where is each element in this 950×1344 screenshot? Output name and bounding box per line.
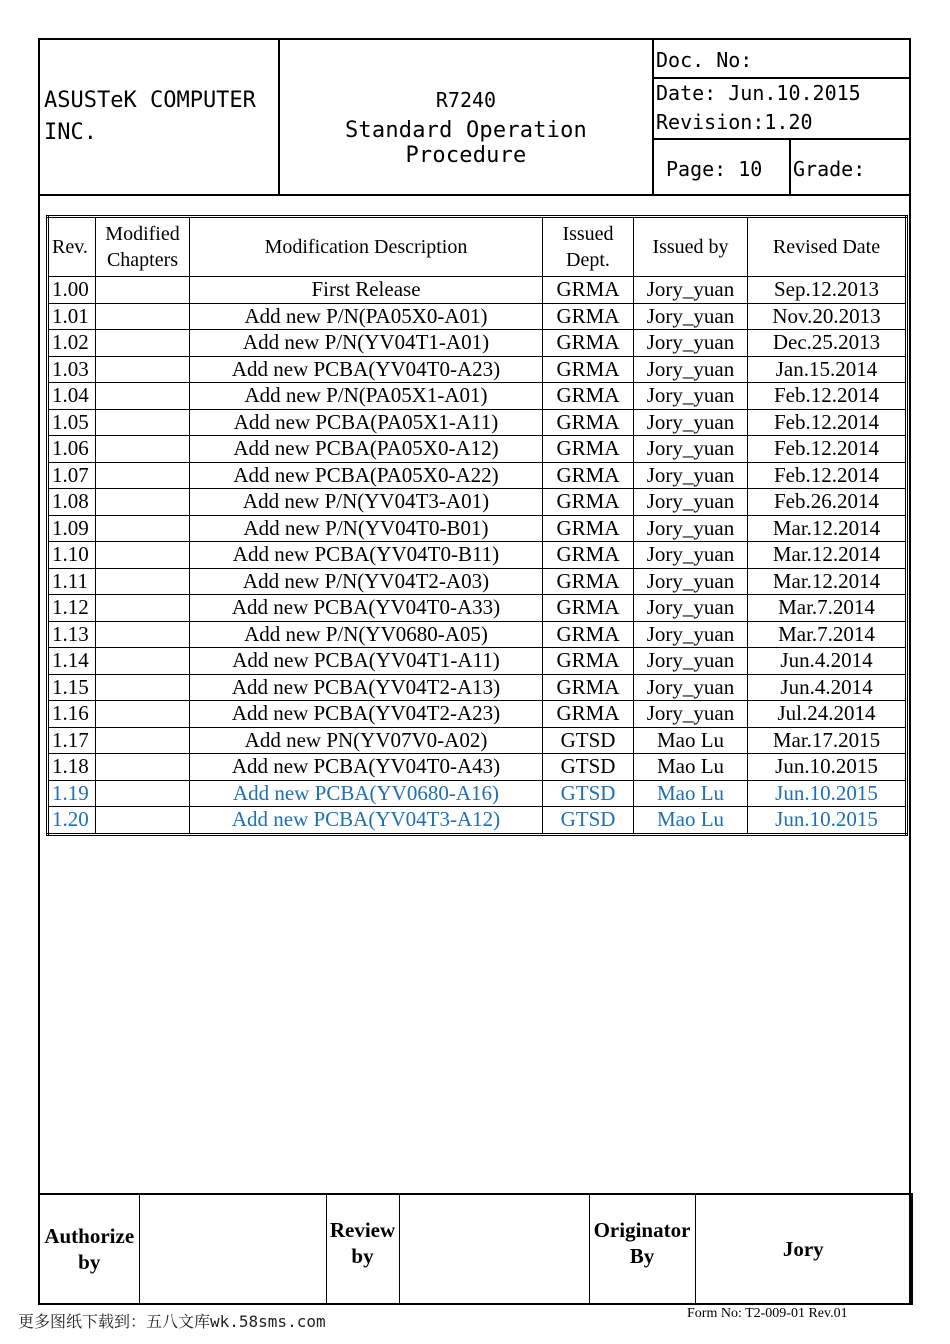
header-modified-chapters: Modified Chapters — [96, 217, 190, 277]
grade-label: Grade: — [793, 157, 866, 181]
revision-rows — [48, 277, 907, 835]
company-name: ASUSTeK COMPUTER INC. — [40, 40, 280, 194]
description-cell: Add new P/N(YV04T3-A01) — [190, 489, 543, 516]
dept-cell: GTSD — [543, 754, 634, 781]
issued-by-cell: Jory_yuan — [634, 648, 748, 675]
dept-cell: GRMA — [543, 568, 634, 595]
date-cell: Nov.20.2013 — [748, 303, 907, 330]
table-row — [48, 462, 907, 489]
document-meta — [654, 40, 909, 194]
table-row — [48, 383, 907, 410]
table-row — [48, 356, 907, 383]
description-cell: Add new PCBA(PA05X0-A12) — [190, 436, 543, 463]
description-cell: Add new PCBA(YV04T0-A23) — [190, 356, 543, 383]
dept-cell: GRMA — [543, 701, 634, 728]
chapters-cell — [96, 754, 190, 781]
document-code: R7240 — [435, 88, 497, 112]
table-row — [48, 568, 907, 595]
chapters-cell — [96, 701, 190, 728]
date-cell: Jan.15.2014 — [748, 356, 907, 383]
rev-cell: 1.19 — [48, 780, 96, 807]
form-number: Form No: T2-009-01 Rev.01 — [687, 1306, 848, 1321]
description-cell: Add new P/N(YV04T0-B01) — [190, 515, 543, 542]
issued-by-cell: Mao Lu — [634, 807, 748, 835]
issued-by-cell: Jory_yuan — [634, 515, 748, 542]
table-row — [48, 542, 907, 569]
issued-by-cell: Jory_yuan — [634, 356, 748, 383]
description-cell: Add new P/N(PA05X0-A01) — [190, 303, 543, 330]
document-date: Date: Jun.10.2015 — [656, 81, 861, 105]
date-cell: Feb.26.2014 — [748, 489, 907, 516]
rev-cell: 1.04 — [48, 383, 96, 410]
description-cell: Add new PCBA(PA05X0-A22) — [190, 462, 543, 489]
chapters-cell — [96, 303, 190, 330]
rev-cell: 1.17 — [48, 727, 96, 754]
table-row — [48, 489, 907, 516]
description-cell: Add new PN(YV07V0-A02) — [190, 727, 543, 754]
table-row — [48, 648, 907, 675]
date-cell: Mar.12.2014 — [748, 515, 907, 542]
issued-by-cell: Jory_yuan — [634, 568, 748, 595]
chapters-cell — [96, 621, 190, 648]
date-cell: Mar.7.2014 — [748, 595, 907, 622]
table-row — [48, 303, 907, 330]
description-cell: Add new PCBA(YV04T3-A12) — [190, 807, 543, 835]
issued-by-cell: Jory_yuan — [634, 701, 748, 728]
description-cell: First Release — [190, 277, 543, 304]
dept-cell: GTSD — [543, 780, 634, 807]
date-cell: Dec.25.2013 — [748, 330, 907, 357]
issued-by-cell: Mao Lu — [634, 780, 748, 807]
footer-download-note: 更多图纸下载到：五八文库wk.58sms.com — [18, 1312, 326, 1331]
rev-cell: 1.16 — [48, 701, 96, 728]
chapters-cell — [96, 727, 190, 754]
chapters-cell — [96, 356, 190, 383]
description-cell: Add new P/N(PA05X1-A01) — [190, 383, 543, 410]
chapters-cell — [96, 568, 190, 595]
issued-by-cell: Jory_yuan — [634, 542, 748, 569]
issued-by-cell: Jory_yuan — [634, 489, 748, 516]
rev-cell: 1.01 — [48, 303, 96, 330]
date-cell: Jun.10.2015 — [748, 807, 907, 835]
issued-by-cell: Jory_yuan — [634, 383, 748, 410]
review-signature-field — [399, 1194, 589, 1304]
dept-cell: GRMA — [543, 595, 634, 622]
chapters-cell — [96, 595, 190, 622]
document-revision: Revision:1.20 — [656, 110, 813, 134]
title-box — [280, 40, 654, 194]
description-cell: Add new PCBA(YV04T0-B11) — [190, 542, 543, 569]
rev-cell: 1.00 — [48, 277, 96, 304]
revision-history-table — [46, 215, 908, 836]
date-cell: Mar.12.2014 — [748, 542, 907, 569]
date-cell: Jul.24.2014 — [748, 701, 907, 728]
review-by-label: Review by — [326, 1194, 399, 1304]
chapters-cell — [96, 330, 190, 357]
dept-cell: GRMA — [543, 330, 634, 357]
table-row — [48, 727, 907, 754]
date-cell: Jun.4.2014 — [748, 648, 907, 675]
chapters-cell — [96, 277, 190, 304]
dept-cell: GRMA — [543, 383, 634, 410]
dept-cell: GRMA — [543, 489, 634, 516]
chapters-cell — [96, 780, 190, 807]
rev-cell: 1.09 — [48, 515, 96, 542]
description-cell: Add new P/N(YV04T1-A01) — [190, 330, 543, 357]
rev-cell: 1.08 — [48, 489, 96, 516]
rev-cell: 1.13 — [48, 621, 96, 648]
originator-by-label: Originator By — [589, 1194, 695, 1304]
chapters-cell — [96, 383, 190, 410]
date-cell: Jun.10.2015 — [748, 780, 907, 807]
chapters-cell — [96, 807, 190, 835]
chapters-cell — [96, 542, 190, 569]
date-cell: Feb.12.2014 — [748, 409, 907, 436]
table-row — [48, 330, 907, 357]
table-row — [48, 621, 907, 648]
page-number: Page: 10 — [654, 140, 791, 196]
date-cell: Feb.12.2014 — [748, 383, 907, 410]
description-cell: Add new P/N(YV04T2-A03) — [190, 568, 543, 595]
date-cell: Mar.12.2014 — [748, 568, 907, 595]
description-cell: Add new PCBA(YV04T2-A23) — [190, 701, 543, 728]
chapters-cell — [96, 462, 190, 489]
table-row — [48, 515, 907, 542]
table-row — [48, 277, 907, 304]
table-row — [48, 754, 907, 781]
dept-cell: GRMA — [543, 277, 634, 304]
table-row — [48, 436, 907, 463]
issued-by-cell: Jory_yuan — [634, 674, 748, 701]
date-cell: Feb.12.2014 — [748, 436, 907, 463]
description-cell: Add new PCBA(YV04T0-A33) — [190, 595, 543, 622]
rev-cell: 1.02 — [48, 330, 96, 357]
document-header — [38, 38, 911, 196]
issued-by-cell: Jory_yuan — [634, 409, 748, 436]
issued-by-cell: Jory_yuan — [634, 303, 748, 330]
table-header-row — [48, 217, 907, 277]
chapters-cell — [96, 648, 190, 675]
header-rev: Rev. — [48, 217, 96, 277]
date-cell: Jun.10.2015 — [748, 754, 907, 781]
description-cell: Add new PCBA(YV0680-A16) — [190, 780, 543, 807]
description-cell: Add new PCBA(PA05X1-A11) — [190, 409, 543, 436]
date-cell: Sep.12.2013 — [748, 277, 907, 304]
table-row — [48, 595, 907, 622]
table-row — [48, 807, 907, 835]
dept-cell: GTSD — [543, 807, 634, 835]
rev-cell: 1.06 — [48, 436, 96, 463]
chapters-cell — [96, 674, 190, 701]
dept-cell: GRMA — [543, 674, 634, 701]
rev-cell: 1.15 — [48, 674, 96, 701]
issued-by-cell: Mao Lu — [634, 727, 748, 754]
description-cell: Add new PCBA(YV04T0-A43) — [190, 754, 543, 781]
rev-cell: 1.05 — [48, 409, 96, 436]
originator-name: Jory — [695, 1194, 912, 1304]
dept-cell: GRMA — [543, 515, 634, 542]
rev-cell: 1.11 — [48, 568, 96, 595]
signature-table — [38, 1193, 913, 1305]
issued-by-cell: Jory_yuan — [634, 621, 748, 648]
rev-cell: 1.07 — [48, 462, 96, 489]
dept-cell: GRMA — [543, 621, 634, 648]
rev-cell: 1.03 — [48, 356, 96, 383]
header-modification-description: Modification Description — [190, 217, 543, 277]
table-row — [48, 780, 907, 807]
dept-cell: GRMA — [543, 303, 634, 330]
description-cell: Add new P/N(YV0680-A05) — [190, 621, 543, 648]
description-cell: Add new PCBA(YV04T1-A11) — [190, 648, 543, 675]
date-cell: Feb.12.2014 — [748, 462, 907, 489]
date-cell: Jun.4.2014 — [748, 674, 907, 701]
dept-cell: GRMA — [543, 542, 634, 569]
date-cell: Mar.17.2015 — [748, 727, 907, 754]
dept-cell: GRMA — [543, 356, 634, 383]
dept-cell: GRMA — [543, 409, 634, 436]
table-row — [48, 674, 907, 701]
chapters-cell — [96, 489, 190, 516]
authorize-signature-field — [139, 1194, 326, 1304]
issued-by-cell: Jory_yuan — [634, 436, 748, 463]
issued-by-cell: Jory_yuan — [634, 330, 748, 357]
dept-cell: GRMA — [543, 648, 634, 675]
table-row — [48, 701, 907, 728]
header-issued-by: Issued by — [634, 217, 748, 277]
chapters-cell — [96, 409, 190, 436]
document-title: Standard Operation Procedure — [344, 118, 587, 168]
issued-by-cell: Jory_yuan — [634, 277, 748, 304]
header-issued-dept: Issued Dept. — [543, 217, 634, 277]
authorize-by-label: Authorize by — [39, 1194, 139, 1304]
chapters-cell — [96, 436, 190, 463]
rev-cell: 1.14 — [48, 648, 96, 675]
rev-cell: 1.20 — [48, 807, 96, 835]
issued-by-cell: Jory_yuan — [634, 595, 748, 622]
rev-cell: 1.12 — [48, 595, 96, 622]
signature-row — [39, 1194, 912, 1304]
header-revised-date: Revised Date — [748, 217, 907, 277]
date-cell: Mar.7.2014 — [748, 621, 907, 648]
dept-cell: GRMA — [543, 436, 634, 463]
doc-number-label: Doc. No: — [654, 40, 909, 79]
description-cell: Add new PCBA(YV04T2-A13) — [190, 674, 543, 701]
chapters-cell — [96, 515, 190, 542]
rev-cell: 1.10 — [48, 542, 96, 569]
page-grade-row — [654, 138, 909, 194]
dept-cell: GRMA — [543, 462, 634, 489]
rev-cell: 1.18 — [48, 754, 96, 781]
issued-by-cell: Mao Lu — [634, 754, 748, 781]
dept-cell: GTSD — [543, 727, 634, 754]
issued-by-cell: Jory_yuan — [634, 462, 748, 489]
table-row — [48, 409, 907, 436]
